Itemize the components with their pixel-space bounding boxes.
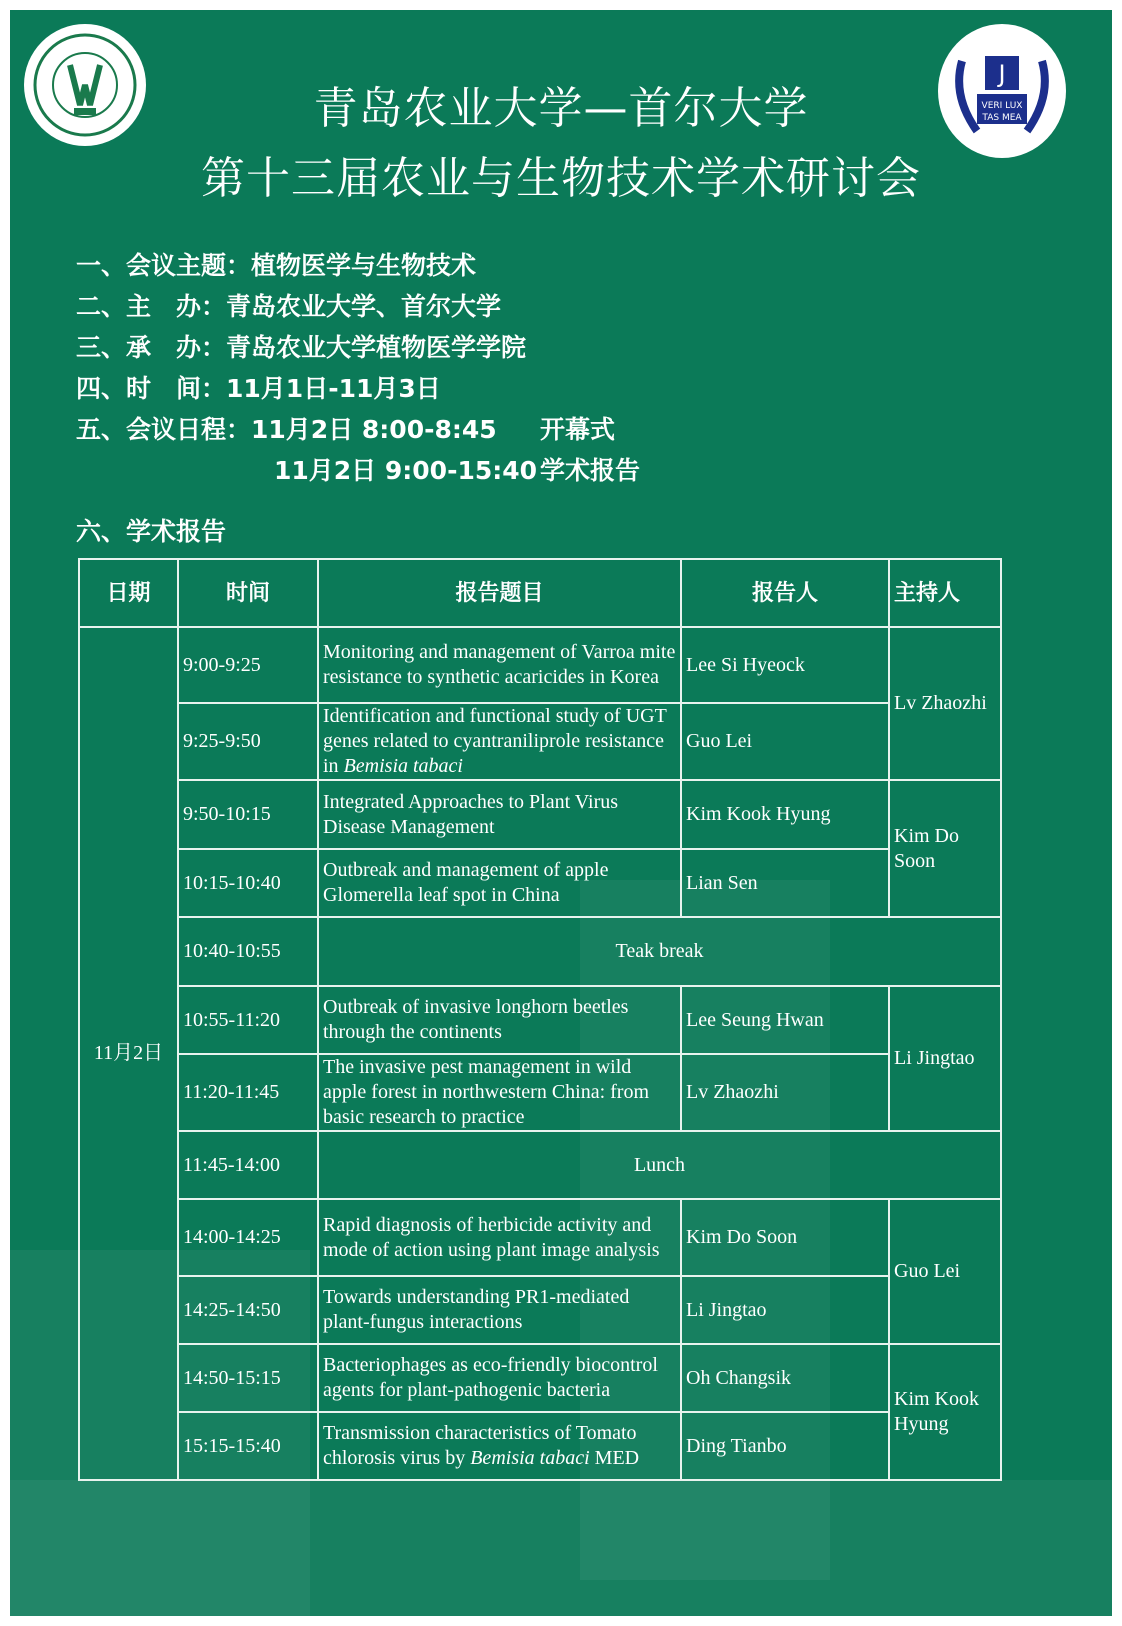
time-cell: 14:25-14:50 — [178, 1276, 318, 1344]
host-cell: Lv Zhaozhi — [889, 627, 1001, 780]
title-cell — [318, 1054, 681, 1131]
table-row — [79, 1131, 1001, 1199]
time-cell: 10:55-11:20 — [178, 986, 318, 1054]
info-value: 植物医学与生物技术 — [251, 251, 477, 280]
title-text: The invasive pest management in wild apple forest in northwestern China: from basic research to practice — [323, 1056, 650, 1128]
speaker-cell: Kim Kook Hyung — [681, 780, 889, 849]
speaker-cell: Lian Sen — [681, 849, 889, 917]
speaker-cell: Kim Do Soon — [681, 1199, 889, 1276]
speaker-cell: Li Jingtao — [681, 1276, 889, 1344]
speaker-cell: Lee Seung Hwan — [681, 986, 889, 1054]
title-cell — [318, 1344, 681, 1412]
speaker-cell: Lee Si Hyeock — [681, 627, 889, 703]
title-text: Transmission characteristics of Tomato chlorosis virus by — [323, 1422, 637, 1469]
host-cell: Kim Do Soon — [889, 780, 1001, 917]
table-row — [79, 1276, 1001, 1344]
title-text: Bacteriophages as eco-friendly biocontrol agents for plant-pathogenic bacteria — [323, 1354, 658, 1401]
header-speaker: 报告人 — [681, 559, 889, 627]
title-cell — [318, 986, 681, 1054]
time-cell: 9:00-9:25 — [178, 627, 318, 703]
info-event: 学术报告 — [540, 456, 641, 485]
speaker-cell: Oh Changsik — [681, 1344, 889, 1412]
header-host: 主持人 — [889, 559, 1001, 627]
title-text: Identification and functional study of UGT genes related to cyantraniliprole resistance in — [323, 705, 667, 777]
poster — [10, 10, 1112, 1616]
title-text: MED — [589, 1447, 640, 1469]
speaker-cell: Lv Zhaozhi — [681, 1054, 889, 1131]
section-title: 六、学术报告 — [76, 517, 227, 546]
speaker-cell: Ding Tianbo — [681, 1412, 889, 1480]
host-cell: Guo Lei — [889, 1199, 1001, 1344]
title-text: Towards understanding PR1-mediated plant-fungus interactions — [323, 1286, 630, 1333]
table-row — [79, 627, 1001, 703]
info-label: 二、主 办： — [76, 292, 227, 321]
info-host — [76, 328, 526, 364]
header-title: 报告题目 — [318, 559, 681, 627]
info-event: 开幕式 — [540, 415, 616, 444]
title-text: Outbreak of invasive longhorn beetles through the continents — [323, 996, 629, 1043]
table-row — [79, 703, 1001, 780]
time-cell: 14:50-15:15 — [178, 1344, 318, 1412]
building-watermark — [10, 1480, 1112, 1616]
host-cell: Li Jingtao — [889, 986, 1001, 1131]
info-schedule-2 — [274, 451, 641, 487]
time-cell: 11:20-11:45 — [178, 1054, 318, 1131]
speaker-cell: Guo Lei — [681, 703, 889, 780]
table-row — [79, 780, 1001, 849]
time-cell: 9:25-9:50 — [178, 703, 318, 780]
species-name: Bemisia tabaci — [343, 755, 463, 777]
break-cell: Lunch — [318, 1131, 1001, 1199]
title-cell — [318, 703, 681, 780]
info-time — [76, 369, 441, 405]
break-cell: Teak break — [318, 917, 1001, 986]
title-text: Integrated Approaches to Plant Virus Disease Management — [323, 790, 619, 838]
svg-text:TAS MEA: TAS MEA — [982, 113, 1022, 123]
info-label: 五、会议日程： — [76, 415, 252, 444]
table-row — [79, 849, 1001, 917]
time-cell: 9:50-10:15 — [178, 780, 318, 849]
host-cell: Kim Kook Hyung — [889, 1344, 1001, 1480]
title-cell — [318, 627, 681, 703]
title-text: Monitoring and management of Varroa mite resistance to synthetic acaricides in Korea — [323, 641, 676, 688]
info-schedule — [76, 410, 616, 446]
info-value: 11月1日-11月3日 — [226, 374, 441, 403]
schedule-table — [78, 558, 1002, 1481]
title-cell — [318, 1199, 681, 1276]
info-value: 11月2日 9:00-15:40 — [274, 456, 538, 485]
title-text: Rapid diagnosis of herbicide activity and mode of action using plant image analysis — [323, 1213, 660, 1261]
info-label: 一、会议主题： — [76, 251, 252, 280]
info-label: 四、时 间： — [76, 374, 227, 403]
info-value: 青岛农业大学、首尔大学 — [226, 292, 502, 321]
info-label: 三、承 办： — [76, 333, 227, 362]
table-row — [79, 917, 1001, 986]
time-cell: 11:45-14:00 — [178, 1131, 318, 1199]
title-cell — [318, 780, 681, 849]
title-line-1: 青岛农业大学—首尔大学 — [313, 83, 809, 134]
svg-text:J: J — [998, 60, 1006, 88]
table-row — [79, 1199, 1001, 1276]
title-line-2: 第十三届农业与生物技术学术研讨会 — [201, 153, 921, 204]
time-cell: 15:15-15:40 — [178, 1412, 318, 1480]
date-cell: 11月2日 — [79, 627, 178, 1480]
table-row — [79, 1344, 1001, 1412]
table-row — [79, 986, 1001, 1054]
info-organizer — [76, 287, 501, 323]
title-cell — [318, 1276, 681, 1344]
time-cell: 14:00-14:25 — [178, 1199, 318, 1276]
title-cell — [318, 849, 681, 917]
svg-text:VERI LUX: VERI LUX — [981, 101, 1023, 111]
time-cell: 10:15-10:40 — [178, 849, 318, 917]
table-row — [79, 1412, 1001, 1480]
info-theme — [76, 246, 476, 282]
species-name: Bemisia tabaci — [470, 1447, 590, 1469]
header-time: 时间 — [178, 559, 318, 627]
info-value: 11月2日 8:00-8:45 — [251, 415, 497, 444]
time-cell: 10:40-10:55 — [178, 917, 318, 986]
info-value: 青岛农业大学植物医学学院 — [226, 333, 527, 362]
title-cell — [318, 1412, 681, 1480]
table-row — [79, 1054, 1001, 1131]
header-date: 日期 — [79, 559, 178, 627]
title-text: Outbreak and management of apple Glomerella leaf spot in China — [323, 859, 609, 906]
